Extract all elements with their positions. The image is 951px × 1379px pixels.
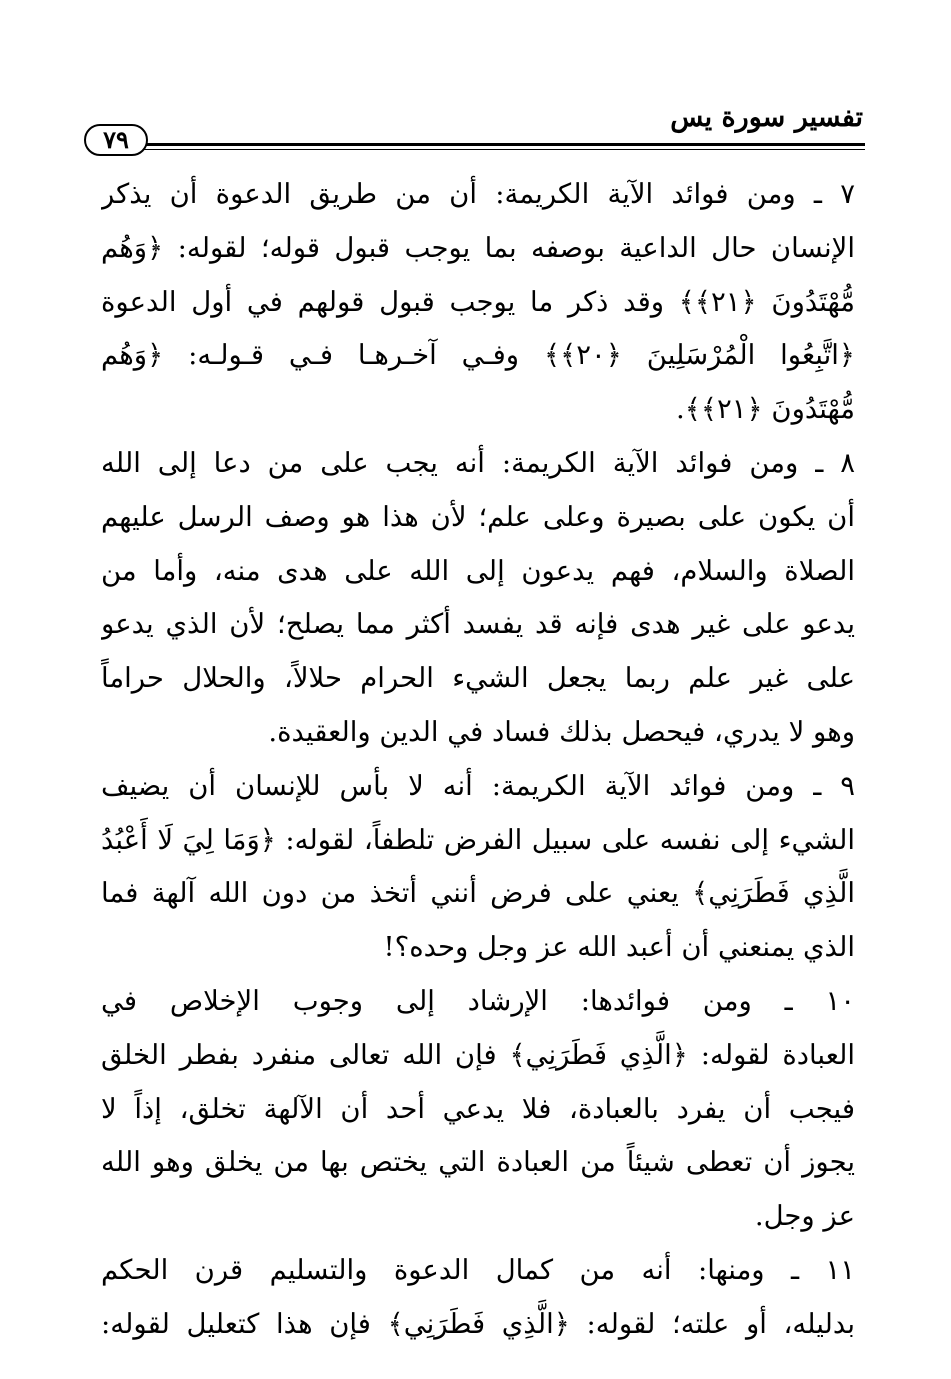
text-line: الشيء إلى نفسه على سبيل الفرض تلطفاً، لقوله: ﴿وَمَا لِيَ لَا أَعْبُدُ (101, 823, 855, 856)
paragraph-10 (101, 975, 855, 1244)
text-line: ١٠ ـ ومن فوائدها: الإرشاد إلى وجوب الإخلاص في (101, 984, 855, 1017)
text-line: مُّهْتَدُونَ ﴿٢١﴾﴾ وقد ذكر ما يوجب قبول قولهم في أول الدعوة (101, 285, 855, 318)
header-rule-thin (140, 149, 865, 150)
text-line: الصلاة والسلام، فهم يدعون إلى الله على هدى منه، وأما من (101, 554, 855, 587)
text-line: فيجب أن يفرد بالعبادة، فلا يدعي أحد أن الآلهة تخلق، إذاً لا (101, 1092, 855, 1125)
text-line: العبادة لقوله: ﴿الَّذِي فَطَرَنِي﴾ فإن الله تعالى منفرد بفطر الخلق (101, 1038, 855, 1071)
text-line: ٨ ـ ومن فوائد الآية الكريمة: أنه يجب على من دعا إلى الله (101, 446, 855, 479)
body-text (101, 168, 855, 1352)
text-line: يدعو على غير هدى فإنه قد يفسد أكثر مما يصلح؛ لأن الذي يدعو (101, 608, 855, 641)
text-line: ٧ ـ ومن فوائد الآية الكريمة: أن من طريق الدعوة أن يذكر (101, 178, 855, 210)
running-title: تفسير سورة يس (670, 102, 863, 133)
text-line: ٩ ـ ومن فوائد الآية الكريمة: أنه لا بأس للإنسان أن يضيف (101, 769, 855, 802)
page-number: ٧٩ (84, 124, 148, 156)
text-line: بدليله، أو علته؛ لقوله: ﴿الَّذِي فَطَرَنِي﴾ فإن هذا كتعليل لقوله: (101, 1307, 855, 1340)
paragraph-9 (101, 760, 855, 975)
text-line: يجوز أن تعطى شيئاً من العبادة التي يختص بها من يخلق وهو الله (101, 1146, 855, 1179)
paragraph-8 (101, 437, 855, 760)
text-line: ﴿اتَّبِعُوا الْمُرْسَلِينَ ﴿٢٠﴾﴾ وفـي آخـرهـا فـي قـولـه: ﴿وَهُم (101, 339, 855, 372)
text-line: عز وجل. (754, 1200, 855, 1233)
paragraph-7 (101, 168, 855, 437)
text-line: الَّذِي فَطَرَنِي﴾ يعني على فرض أنني أتخذ من دون الله آلهة فما (101, 877, 855, 910)
text-line: على غير علم ربما يجعل الشيء الحرام حلالاً، والحلال حراماً (101, 662, 855, 695)
text-line: الإنسان حال الداعية بوصفه بما يوجب قبول قوله؛ لقوله: ﴿وَهُم (101, 231, 855, 264)
text-line: وهو لا يدري، فيحصل بذلك فساد في الدين والعقيدة. (268, 715, 855, 748)
paragraph-11 (101, 1244, 855, 1352)
text-line: الذي يمنعني أن أعبد الله عز وجل وحده؟! (383, 931, 855, 964)
text-line: ١١ ـ ومنها: أنه من كمال الدعوة والتسليم قرن الحكم (101, 1253, 855, 1286)
text-line: أن يكون على بصيرة وعلى علم؛ لأن هذا هو وصف الرسل عليهم (101, 500, 855, 533)
header-rule-thick (140, 143, 865, 146)
text-line: مُّهْتَدُونَ ﴿٢١﴾﴾. (676, 393, 855, 426)
